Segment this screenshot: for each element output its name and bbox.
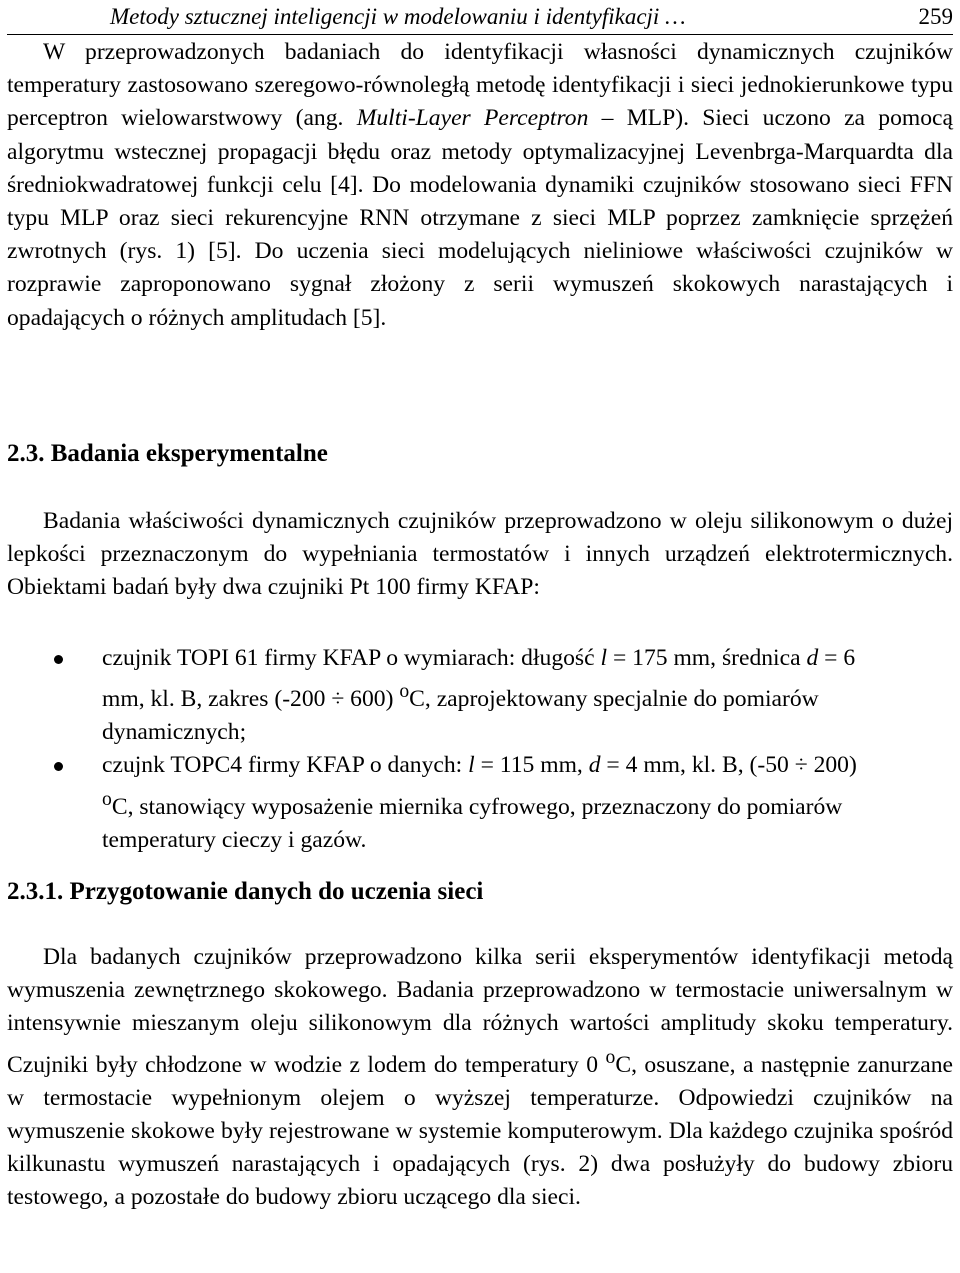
paragraph-data-preparation: Dla badanych czujników przeprowadzono kilka serii eksperymentów identyfikacji metodą wymuszenia zewnętrznego skokowego. Badania przeprowadzono w termostacie uniwersalnym w intensywnie mieszanym oleju silikonowym dla różnych wartości amplitudy skoku temperatury. Czujniki były chłodzone w wodzie z lodem do temperatury 0 $^o$C, osuszane, a następnie zanurzane w termostacie wypełnionym olejem o wyższej temperaturze. Odpowiedzi czujników na wymuszenie skokowe były rejestrowane w systemie komputerowym. Dla każdego czujnika spośród kilkunastu wymuszeń narastających i opadających (rys. 2) dwa posłużyły do budowy zbioru testowego, a pozostałe do budowy zbioru uczącego dla sieci. [7, 944, 953, 1211]
running-header-title: Metody sztucznej inteligencji w modelowaniu i identyfikacji … [110, 4, 686, 29]
page-number: 259 [918, 4, 953, 29]
paragraph-experiments [7, 505, 953, 605]
list-item-text: czujnk TOPC4 firmy KFAP o danych: l = 115 mm, d = 4 mm, kl. B, (-50 ÷ 200) $^o$C, stanowiący wyposażenie miernika cyfrowego, przeznaczony do pomiarów temperatury cieczy i gazów. [102, 752, 857, 853]
paragraph-methods-text-1: W przeprowadzonych badaniach do identyfikacji własności dynamicznych czujników temperatury zastosowano szeregowo-równoległą metodę identyfikacji i sieci jednokierunkowe typu perceptron wielowarstwowy (ang. [7, 39, 953, 132]
paragraph-experiments-text: Badania właściwości dynamicznych czujników przeprowadzono w oleju silikonowym o dużej lepkości przeznaczonym do wypełniania termostatów i innych urządzeń elektrotermicznych. Obiektami badań były dwa czujniki Pt 100 firmy KFAP: [7, 508, 953, 601]
paragraph-methods [7, 36, 953, 335]
paragraph-data-preparation-text-2: C, osuszane, a następnie zanurzane w termostacie wypełnionym olejem o wyższej temperaturze. Odpowiedzi czujników na wymuszenie skokowe były rejestrowane w systemie komputerowym. Dla każdego czujnika spośród kilkunastu wymuszeń narastających i opadających (rys. 2) dwa posłużyły do budowy zbioru testowego, a pozostałe do budowy zbioru uczącego dla sieci. [7, 1051, 953, 1211]
running-header [7, 2, 953, 35]
list-item-text: czujnik TOPI 61 firmy KFAP o wymiarach: długość l = 175 mm, średnica d = 6 mm, kl. B, zakres (-200 ÷ 600) $^o$C, zaprojektowany specjalnie do pomiarów dynamicznych; [102, 645, 856, 746]
sensor-list [7, 642, 953, 857]
paragraph-data-preparation-text-1: Dla badanych czujników przeprowadzono kilka serii eksperymentów identyfikacji metodą wymuszenia zewnętrznego skokowego. Badania przeprowadzono w termostacie uniwersalnym w intensywnie mieszanym oleju silikonowym dla różnych wartości amplitudy skoku temperatury. Czujniki były chłodzone w wodzie z lodem do temperatury 0 [7, 944, 953, 1078]
list-item [7, 642, 953, 749]
mlp-term: Multi-Layer Perceptron [356, 105, 589, 132]
bullet-icon [54, 762, 63, 771]
bullet-icon [54, 655, 63, 664]
list-item [7, 749, 953, 856]
paragraph-methods-text-2: – MLP). Sieci uczono za pomocą algorytmu wstecznej propagacji błędu oraz metody optymalizacyjnej Levenbrga-Marquardta dla średniokwadratowej funkcji celu [4]. Do modelowania dynamiki czujników stosowano sieci FFN typu MLP oraz sieci rekurencyjne RNN otrzymane z sieci MLP poprzez zamknięcie sprzężeń zwrotnych (rys. 1) [5]. Do uczenia sieci modelujących nieliniowe właściwości czujników w rozprawie zaproponowano sygnał złożony z serii wymuszeń skokowych narastających i opadających o różnych amplitudach [5]. [7, 105, 953, 331]
section-heading-2-3-1: 2.3.1. Przygotowanie danych do uczenia sieci [7, 878, 484, 905]
section-heading-2-3: 2.3. Badania eksperymentalne [7, 440, 328, 467]
